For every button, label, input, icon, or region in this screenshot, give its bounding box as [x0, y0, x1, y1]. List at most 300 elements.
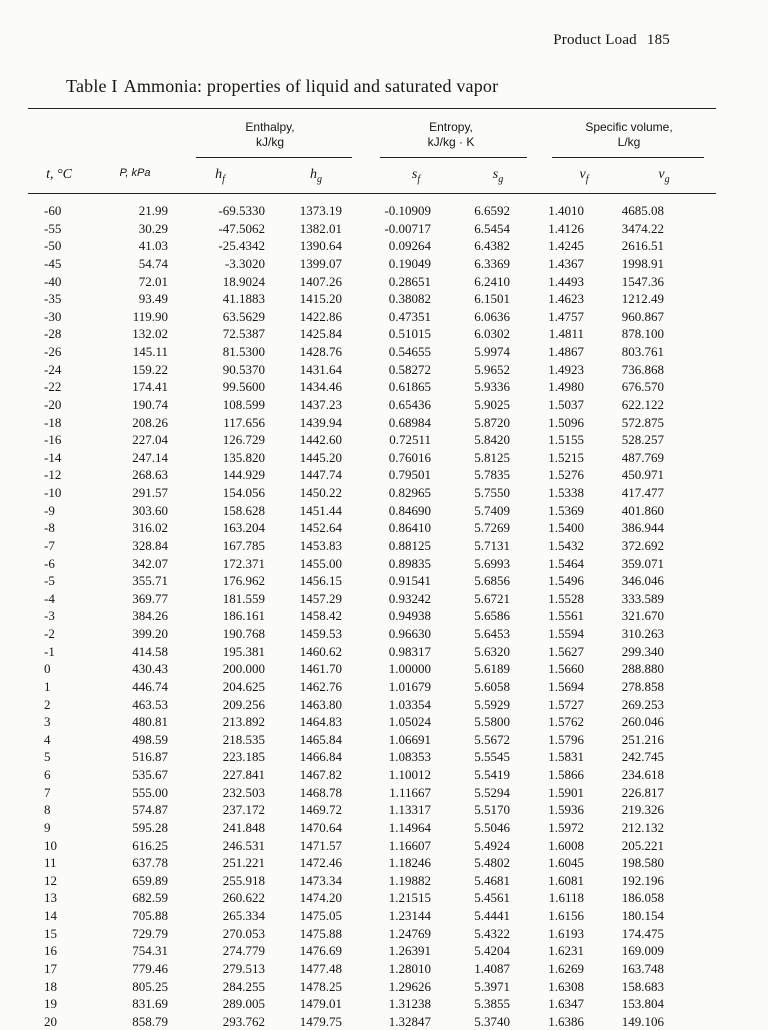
cell-sg: 5.6721 [474, 590, 510, 606]
enthalpy-group-rule [196, 157, 352, 158]
cell-sg: 5.7835 [474, 467, 510, 483]
table-row [40, 590, 664, 608]
cell-sf: 0.61865 [388, 379, 431, 395]
table-row [40, 484, 664, 502]
cell-vg: 149.106 [621, 1013, 664, 1029]
cell-vf: 1.6308 [548, 978, 584, 994]
cell-p: 498.59 [132, 731, 168, 747]
cell-p: 247.14 [132, 449, 168, 465]
cell-sg: 5.6586 [474, 608, 510, 624]
cell-sf: 0.68984 [388, 414, 431, 430]
col-header-hg-sub: g [317, 173, 322, 185]
cell-hf: 63.5629 [222, 308, 265, 324]
cell-vf: 1.6231 [548, 943, 584, 959]
cell-hg: 1373.19 [299, 203, 342, 218]
cell-p: 516.87 [132, 749, 168, 765]
cell-sg: 6.1501 [474, 291, 510, 307]
cell-vf: 1.5594 [548, 626, 584, 641]
cell-hf: 144.929 [222, 467, 265, 483]
cell-vg: 192.196 [621, 872, 664, 888]
cell-sf: 1.29626 [388, 978, 431, 994]
cell-sg: 5.4802 [474, 855, 510, 871]
cell-sf: 1.10012 [388, 767, 431, 782]
cell-vf: 1.4245 [548, 238, 584, 254]
cell-t: -20 [44, 396, 62, 412]
cell-vg: 310.263 [621, 626, 664, 641]
cell-sg: 5.8420 [474, 432, 510, 448]
cell-vf: 1.5901 [548, 784, 584, 800]
cell-sg: 5.9336 [474, 379, 510, 395]
cell-vg: 487.769 [621, 449, 664, 465]
table-row [40, 343, 664, 361]
cell-vf: 1.6347 [548, 996, 584, 1012]
cell-p: 355.71 [132, 573, 168, 589]
cell-hf: 126.729 [222, 432, 265, 448]
cell-hg: 1469.72 [299, 802, 342, 818]
table-row [40, 731, 664, 749]
col-header-hg [296, 167, 336, 185]
table-row [40, 273, 664, 291]
cell-vg: 198.580 [621, 855, 664, 871]
cell-vf: 1.5972 [548, 819, 584, 835]
cell-sg: 5.6320 [474, 643, 510, 659]
cell-hf: 81.5300 [222, 344, 265, 359]
cell-p: 446.74 [132, 678, 168, 694]
cell-hg: 1434.46 [299, 379, 342, 395]
cell-vf: 1.5660 [548, 661, 584, 677]
cell-vf: 1.4757 [548, 308, 584, 324]
cell-hg: 1471.57 [299, 837, 342, 853]
cell-sf: 1.18246 [388, 855, 431, 871]
table-body [40, 202, 664, 1030]
col-header-hf-main: h [215, 167, 223, 182]
cell-t: -2 [44, 626, 55, 641]
cell-t: 2 [44, 696, 51, 712]
cell-p: 21.99 [138, 203, 168, 218]
cell-p: 316.02 [132, 520, 168, 536]
cell-vg: 878.100 [621, 326, 664, 342]
table-row [40, 308, 664, 326]
col-header-vf [564, 167, 604, 185]
cell-p: 384.26 [132, 608, 168, 624]
cell-hf: -25.4342 [218, 238, 265, 254]
enthalpy-group-header [222, 120, 318, 150]
cell-hg: 1458.42 [299, 608, 342, 624]
cell-hf: 41.1883 [222, 291, 265, 307]
cell-hg: 1399.07 [299, 255, 342, 271]
cell-vg: 169.009 [621, 943, 664, 959]
cell-t: 15 [44, 925, 57, 941]
cell-hg: 1451.44 [299, 502, 342, 518]
cell-sf: 1.32847 [388, 1013, 431, 1029]
cell-sf: -0.10909 [384, 203, 431, 218]
cell-hg: 1455.00 [299, 555, 342, 571]
cell-t: -40 [44, 273, 62, 289]
cell-vg: 158.683 [621, 978, 664, 994]
cell-vg: 3474.22 [621, 220, 664, 236]
table-row [40, 766, 664, 784]
table-row [40, 466, 664, 484]
col-header-vg [644, 167, 684, 185]
table-row [40, 396, 664, 414]
col-header-sf-sub: f [417, 173, 421, 185]
cell-t: 5 [44, 749, 51, 765]
cell-sg: 5.3855 [474, 996, 510, 1012]
table-row [40, 537, 664, 555]
col-header-sg [478, 167, 518, 185]
cell-vg: 174.475 [621, 925, 664, 941]
cell-vg: 401.860 [621, 502, 664, 518]
cell-vf: 1.5215 [548, 449, 584, 465]
cell-vf: 1.5037 [548, 396, 584, 412]
cell-t: 8 [44, 802, 51, 818]
col-header-p: P, kPa [119, 167, 151, 179]
cell-vf: 1.4493 [548, 273, 584, 289]
page-number: 185 [646, 32, 670, 48]
cell-vg: 572.875 [621, 414, 664, 430]
cell-hg: 1474.20 [299, 890, 342, 906]
table-row [40, 625, 664, 643]
cell-hf: 190.768 [222, 626, 265, 641]
cell-vf: 1.5338 [548, 485, 584, 500]
cell-sf: 0.89835 [388, 555, 431, 571]
table-row [40, 872, 664, 890]
cell-hg: 1479.01 [299, 996, 342, 1012]
col-header-vg-main: v [658, 167, 665, 182]
cell-t: 13 [44, 890, 57, 906]
cell-sf: 1.06691 [388, 731, 431, 747]
cell-sg: 5.6453 [474, 626, 510, 641]
cell-t: 9 [44, 819, 51, 835]
section-title: Product Load [553, 32, 637, 48]
table-row [40, 960, 664, 978]
cell-hf: 172.371 [222, 555, 265, 571]
cell-hg: 1470.64 [299, 819, 342, 835]
cell-sf: 1.14964 [388, 819, 431, 835]
cell-vf: 1.5694 [548, 678, 584, 694]
cell-hg: 1415.20 [299, 291, 342, 307]
volume-unit: L/kg [617, 135, 641, 149]
cell-vf: 1.5528 [548, 590, 584, 606]
cell-sg: 5.3971 [474, 978, 510, 994]
cell-vf: 1.6008 [548, 837, 584, 853]
cell-vg: 736.868 [621, 361, 664, 377]
cell-hg: 1425.84 [299, 326, 342, 342]
cell-sf: 0.76016 [388, 449, 431, 465]
cell-p: 93.49 [138, 291, 168, 307]
cell-sf: 0.47351 [388, 308, 431, 324]
cell-sg: 5.8720 [474, 414, 510, 430]
cell-t: 20 [44, 1013, 57, 1029]
cell-vg: 219.326 [621, 802, 664, 818]
cell-sf: 1.23144 [388, 908, 431, 923]
cell-sf: 0.82965 [388, 485, 431, 500]
cell-hg: 1479.75 [299, 1013, 342, 1029]
table-row [40, 837, 664, 855]
cell-p: 831.69 [132, 996, 168, 1012]
cell-p: 30.29 [138, 220, 168, 236]
cell-sg: 5.7131 [474, 537, 510, 553]
col-header-hf-sub: f [222, 173, 225, 185]
cell-vf: 1.5627 [548, 643, 584, 659]
cell-sg: 5.4441 [474, 908, 510, 923]
cell-hg: 1437.23 [299, 396, 342, 412]
cell-hf: 279.513 [222, 960, 265, 976]
cell-sf: 1.03354 [388, 696, 431, 712]
col-header-hf [200, 167, 240, 185]
cell-vg: 372.692 [621, 537, 664, 553]
cell-t: -35 [44, 291, 62, 307]
cell-sg: 5.6058 [474, 678, 510, 694]
cell-hf: 163.204 [222, 520, 265, 536]
cell-sf: 1.24769 [388, 925, 431, 941]
cell-vf: 1.4923 [548, 361, 584, 377]
cell-sf: 1.08353 [388, 749, 431, 765]
table-row [40, 414, 664, 432]
cell-sf: 0.19049 [388, 255, 431, 271]
cell-p: 414.58 [132, 643, 168, 659]
cell-sg: 5.4681 [474, 872, 510, 888]
table-label: Table I [66, 76, 118, 96]
cell-t: 3 [44, 714, 51, 730]
col-header-sf [396, 167, 436, 185]
cell-p: 145.11 [132, 344, 168, 359]
cell-hf: 209.256 [222, 696, 265, 712]
cell-sg: 5.5545 [474, 749, 510, 765]
cell-sf: 0.86410 [388, 520, 431, 536]
cell-t: -16 [44, 432, 62, 448]
cell-t: 18 [44, 978, 57, 994]
cell-sf: 1.31238 [388, 996, 431, 1012]
cell-hf: 265.334 [222, 908, 265, 923]
cell-vg: 269.253 [621, 696, 664, 712]
cell-hf: -69.5330 [218, 203, 265, 218]
cell-hf: 237.172 [222, 802, 265, 818]
table-row [40, 237, 664, 255]
table-row [40, 854, 664, 872]
cell-t: -10 [44, 485, 62, 500]
cell-t: 12 [44, 872, 57, 888]
cell-hg: 1462.76 [299, 678, 342, 694]
col-header-vg-sub: g [664, 173, 670, 185]
cell-hf: 284.255 [222, 978, 265, 994]
entropy-group-header [396, 120, 506, 150]
cell-p: 574.87 [132, 802, 168, 818]
cell-sf: 1.21515 [388, 890, 431, 906]
cell-vf: 1.4010 [548, 203, 584, 218]
cell-sf: 0.98317 [388, 643, 431, 659]
cell-hf: 90.5370 [222, 361, 265, 377]
cell-vf: 1.5936 [548, 802, 584, 818]
cell-sg: 6.0636 [474, 308, 510, 324]
cell-t: -7 [44, 537, 55, 553]
top-rule [28, 108, 716, 109]
cell-vg: 622.122 [621, 396, 664, 412]
cell-hg: 1464.83 [299, 714, 342, 730]
cell-t: -50 [44, 238, 62, 254]
cell-hg: 1478.25 [299, 978, 342, 994]
cell-hg: 1457.29 [299, 590, 342, 606]
header-rule [28, 193, 716, 194]
cell-hf: 270.053 [222, 925, 265, 941]
cell-vf: 1.6156 [548, 908, 584, 923]
cell-t: 19 [44, 996, 57, 1012]
cell-p: 754.31 [132, 943, 168, 959]
cell-t: -45 [44, 255, 62, 271]
running-head [553, 32, 670, 49]
cell-sg: 5.9974 [474, 344, 510, 359]
table-row [40, 678, 664, 696]
cell-p: 729.79 [132, 925, 168, 941]
cell-sg: 5.5046 [474, 819, 510, 835]
cell-t: -6 [44, 555, 55, 571]
cell-vg: 186.058 [621, 890, 664, 906]
table-row [40, 325, 664, 343]
cell-t: -12 [44, 467, 62, 483]
cell-t: 16 [44, 943, 57, 959]
cell-sg: 6.3369 [474, 255, 510, 271]
col-header-hg-main: h [310, 167, 317, 182]
cell-hg: 1465.84 [299, 731, 342, 747]
cell-vg: 251.216 [621, 731, 664, 747]
cell-t: -18 [44, 414, 62, 430]
table-row [40, 431, 664, 449]
cell-hf: 293.762 [222, 1013, 265, 1029]
cell-vf: 1.5866 [548, 767, 584, 782]
cell-sf: 0.28651 [388, 273, 431, 289]
cell-vg: 2616.51 [621, 238, 664, 254]
cell-vf: 1.5561 [548, 608, 584, 624]
cell-hg: 1456.15 [299, 573, 342, 589]
cell-sg: 5.4322 [474, 925, 510, 941]
cell-t: 6 [44, 767, 51, 782]
cell-p: 174.41 [132, 379, 168, 395]
cell-sf: 1.13317 [388, 802, 431, 818]
cell-t: -24 [44, 361, 62, 377]
cell-p: 779.46 [132, 960, 168, 976]
cell-hf: 255.918 [222, 872, 265, 888]
cell-t: -55 [44, 220, 62, 236]
cell-sf: 0.54655 [388, 344, 431, 359]
cell-p: 463.53 [132, 696, 168, 712]
cell-hg: 1476.69 [299, 943, 342, 959]
cell-t: 4 [44, 731, 51, 747]
cell-sg: 5.8125 [474, 449, 510, 465]
cell-sf: 1.11667 [389, 784, 431, 800]
table-row [40, 889, 664, 907]
table-row [40, 202, 664, 220]
cell-sg: 1.4087 [474, 960, 510, 976]
cell-hf: 195.381 [222, 643, 265, 659]
cell-vf: 1.5831 [548, 749, 584, 765]
cell-sf: 0.65436 [388, 396, 431, 412]
cell-vf: 1.6269 [548, 960, 584, 976]
cell-hg: 1477.48 [299, 960, 342, 976]
cell-t: 17 [44, 960, 57, 976]
volume-label: Specific volume, [585, 120, 673, 134]
cell-sf: 1.28010 [388, 960, 431, 976]
cell-sf: 0.72511 [389, 432, 431, 448]
cell-sg: 5.5800 [474, 714, 510, 730]
cell-t: 7 [44, 784, 51, 800]
col-header-vf-sub: f [585, 173, 589, 185]
cell-vf: 1.4623 [548, 291, 584, 307]
cell-hf: 72.5387 [222, 326, 265, 342]
cell-p: 399.20 [132, 626, 168, 641]
cell-hf: -3.3020 [224, 255, 265, 271]
cell-hf: 251.221 [222, 855, 265, 871]
cell-vg: 205.221 [621, 837, 664, 853]
cell-sf: 0.09264 [388, 238, 431, 254]
cell-t: -26 [44, 344, 62, 359]
cell-vg: 299.340 [621, 643, 664, 659]
cell-hf: 108.599 [222, 396, 265, 412]
cell-hf: 223.185 [222, 749, 265, 765]
cell-sf: 1.19882 [388, 872, 431, 888]
cell-hf: 204.625 [222, 678, 265, 694]
cell-t: -30 [44, 308, 62, 324]
cell-sg: 5.4561 [474, 890, 510, 906]
cell-hg: 1445.20 [299, 449, 342, 465]
cell-vg: 528.257 [621, 432, 664, 448]
cell-hg: 1460.62 [299, 643, 342, 659]
cell-t: -3 [44, 608, 55, 624]
cell-vg: 1212.49 [621, 291, 664, 307]
table-row [40, 555, 664, 573]
cell-p: 41.03 [138, 238, 168, 254]
cell-vf: 1.4126 [548, 220, 584, 236]
cell-vg: 4685.08 [621, 203, 664, 218]
cell-sf: 1.16607 [388, 837, 431, 853]
cell-sf: 0.94938 [388, 608, 431, 624]
cell-sg: 5.3740 [474, 1013, 510, 1029]
cell-vf: 1.6045 [548, 855, 584, 871]
cell-vf: 1.5432 [548, 537, 584, 553]
cell-sg: 5.9652 [474, 361, 510, 377]
cell-vg: 450.971 [621, 467, 664, 483]
table-row [40, 819, 664, 837]
cell-hf: 135.820 [222, 449, 265, 465]
cell-p: 659.89 [132, 872, 168, 888]
cell-vf: 1.5400 [548, 520, 584, 536]
cell-hg: 1442.60 [299, 432, 342, 448]
cell-hf: 167.785 [222, 537, 265, 553]
cell-p: 342.07 [132, 555, 168, 571]
cell-sg: 6.2410 [474, 273, 510, 289]
cell-sg: 5.5419 [474, 767, 510, 782]
cell-vf: 1.5727 [548, 696, 584, 712]
table-row [40, 519, 664, 537]
cell-sf: 1.05024 [388, 714, 431, 730]
cell-hg: 1463.80 [299, 696, 342, 712]
cell-p: 227.04 [132, 432, 168, 448]
enthalpy-label: Enthalpy, [245, 120, 295, 134]
cell-vg: 180.154 [621, 908, 664, 923]
cell-t: -22 [44, 379, 62, 395]
cell-hg: 1407.26 [299, 273, 342, 289]
cell-p: 480.81 [132, 714, 168, 730]
cell-p: 430.43 [132, 661, 168, 677]
table-row [40, 361, 664, 379]
table-row [40, 1013, 664, 1030]
table-row [40, 255, 664, 273]
cell-hf: 213.892 [222, 714, 265, 730]
cell-hf: 227.841 [222, 767, 265, 782]
cell-vf: 1.5496 [548, 573, 584, 589]
cell-p: 555.00 [132, 784, 168, 800]
cell-sf: 1.00000 [388, 661, 431, 677]
cell-vf: 1.6193 [548, 925, 584, 941]
